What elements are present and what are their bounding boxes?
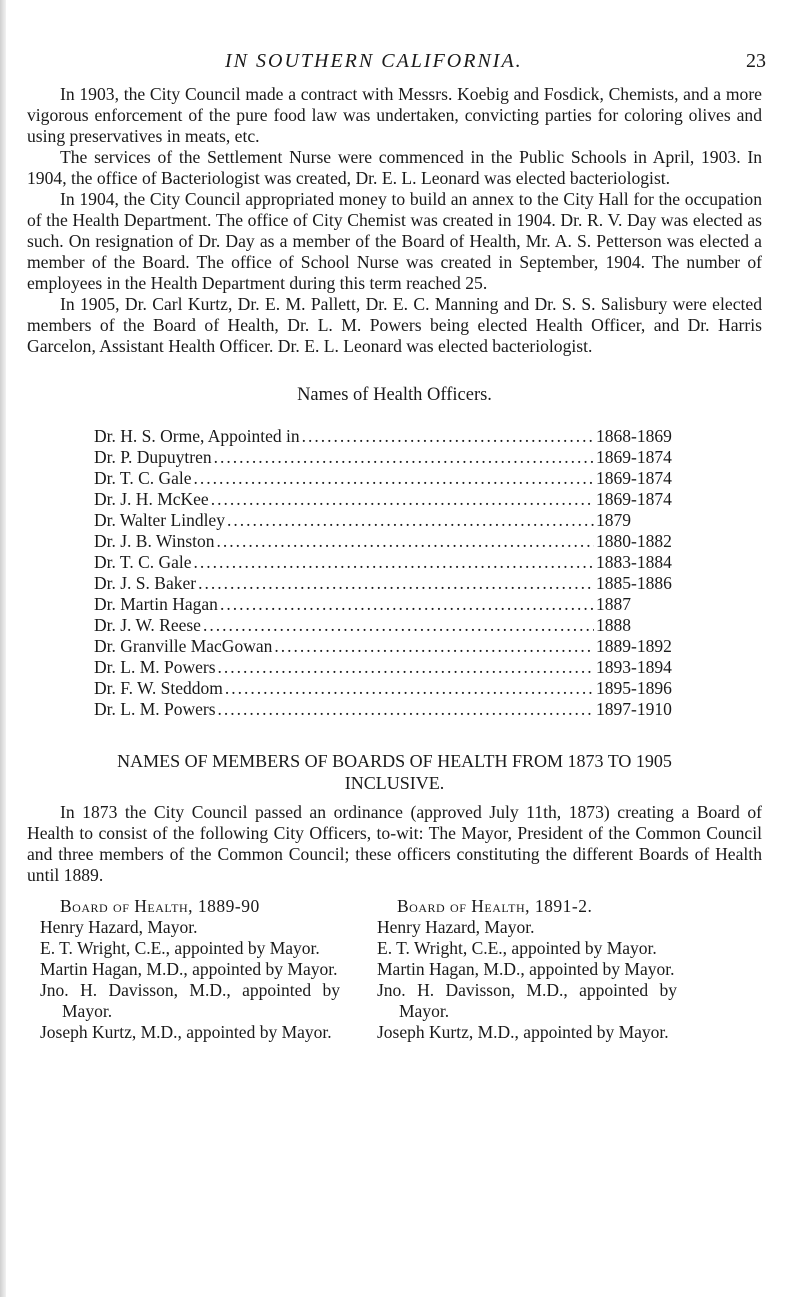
board-member: Joseph Kurtz, M.D., appointed by Mayor. [377,1022,669,1042]
board-member: Henry Hazard, Mayor. [377,917,535,937]
health-officers-list [94,426,684,720]
dot-leader [225,678,594,699]
officer-name: Dr. J. H. McKee [94,489,209,509]
officer-years: 1895-1896 [596,678,672,698]
dot-leader [227,510,594,531]
paragraph-1904: In 1904, the City Council appropriated money to build an annex to the City Hall for the occupation of the Health Department. The office of City Chemist was created in 1904. Dr. R. V. Day was elected as such. On resignation of Dr. Day as a member of the Board of Health, Mr. A. S. Petterson was elected a member of the Board. The office of School Nurse was created in September, 1904. The number of employees in the Health Department during this term reached 25. [27,189,762,293]
officer-name: Dr. L. M. Powers [94,657,216,677]
dot-leader [220,594,594,615]
boards-section-heading [27,750,762,794]
board-member: E. T. Wright, C.E., appointed by Mayor. [377,938,657,958]
officer-name: Dr. J. B. Winston [94,531,215,551]
officer-row [94,489,684,510]
board-1889-90 [40,896,340,1043]
paragraph-settlement-nurse: The services of the Settlement Nurse were commenced in the Public Schools in April, 1903. In 1904, the office of Bacteriologist was created, Dr. E. L. Leonard was elected bacteriologist. [27,147,762,188]
boards-heading-line-1: NAMES OF MEMBERS OF BOARDS OF HEALTH FROM 1873 TO 1905 [117,751,672,771]
running-head: IN SOUTHERN CALIFORNIA. [225,50,523,72]
officer-row [94,699,684,720]
officer-name: Dr. J. W. Reese [94,615,201,635]
board-1891-2 [377,896,677,1043]
officer-row [94,594,684,615]
page-number: 23 [746,50,766,72]
board-member: Martin Hagan, M.D., appointed by Mayor. [377,959,675,979]
officer-name: Dr. L. M. Powers [94,699,216,719]
officer-row [94,552,684,573]
board-title: Board of Health, 1889-90 [60,896,260,916]
officer-years: 1869-1874 [596,489,672,509]
officer-years: 1869-1874 [596,447,672,467]
officer-years: 1869-1874 [596,468,672,488]
officer-row [94,636,684,657]
officer-row [94,510,684,531]
officer-name: Dr. J. S. Baker [94,573,197,593]
boards-columns [27,896,762,1043]
officer-years: 1889-1892 [596,636,672,656]
officer-row [94,447,684,468]
officer-row [94,426,684,447]
board-member: Joseph Kurtz, M.D., appointed by Mayor. [40,1022,332,1042]
officer-name: Dr. T. C. Gale [94,468,192,488]
officer-row [94,531,684,552]
officer-years: 1897-1910 [596,699,672,719]
officer-years: 1879 [596,510,631,530]
boards-heading-line-2: INCLUSIVE. [344,773,445,793]
board-member: Martin Hagan, M.D., appointed by Mayor. [40,959,338,979]
officer-years: 1885-1886 [596,573,672,593]
dot-leader [198,573,594,594]
officer-years: 1888 [596,615,631,635]
dot-leader [211,489,594,510]
board-member: E. T. Wright, C.E., appointed by Mayor. [40,938,320,958]
officer-name: Dr. F. W. Steddom [94,678,223,698]
dot-leader [203,615,594,636]
dot-leader [217,531,594,552]
health-officers-title: Names of Health Officers. [297,385,492,405]
page-binding-edge [0,0,6,1297]
dot-leader [218,699,594,720]
officer-row [94,657,684,678]
officer-name: Dr. Walter Lindley [94,510,225,530]
paragraph-1903: In 1903, the City Council made a contract with Messrs. Koebig and Fosdick, Chemists, and a more vigorous enforcement of the pure food law was undertaken, convicting parties for coloring olives and using preservatives in meats, etc. [27,84,762,146]
officer-years: 1883-1884 [596,552,672,572]
dot-leader [194,468,594,489]
dot-leader [302,426,594,447]
officer-name: Dr. T. C. Gale [94,552,192,572]
dot-leader [214,447,594,468]
board-member: Henry Hazard, Mayor. [40,917,198,937]
officer-name: Dr. Martin Hagan [94,594,218,614]
dot-leader [194,552,594,573]
officer-name: Dr. H. S. Orme, Appointed in [94,426,300,446]
officer-years: 1893-1894 [596,657,672,677]
dot-leader [218,657,594,678]
page-body [27,84,762,1043]
officer-row [94,468,684,489]
board-member: Jno. H. Davisson, M.D., appointed by Mayor. [377,980,677,1021]
dot-leader [274,636,594,657]
board-title: Board of Health, 1891-2. [397,896,593,916]
officer-name: Dr. Granville MacGowan [94,636,273,656]
officer-years: 1887 [596,594,631,614]
officer-years: 1868-1869 [596,426,672,446]
board-member: Jno. H. Davisson, M.D., appointed by Mayor. [40,980,340,1021]
officer-name: Dr. P. Dupuytren [94,447,212,467]
officer-row [94,678,684,699]
officer-row [94,615,684,636]
paragraph-1905: In 1905, Dr. Carl Kurtz, Dr. E. M. Pallett, Dr. E. C. Manning and Dr. S. S. Salisbury were elected members of the Board of Health, Dr. L. M. Powers being elected Health Officer, and Dr. Harris Garcelon, Assistant Health Officer. Dr. E. L. Leonard was elected bacteriologist. [27,294,762,356]
officer-years: 1880-1882 [596,531,672,551]
officer-row [94,573,684,594]
paragraph-1873-ordinance: In 1873 the City Council passed an ordinance (approved July 11th, 1873) creating a Board of Health to consist of the following City Officers, to-wit: The Mayor, President of the Common Council and three members of the Common Council; these officers constituting the different Boards of Health until 1889. [27,802,762,885]
